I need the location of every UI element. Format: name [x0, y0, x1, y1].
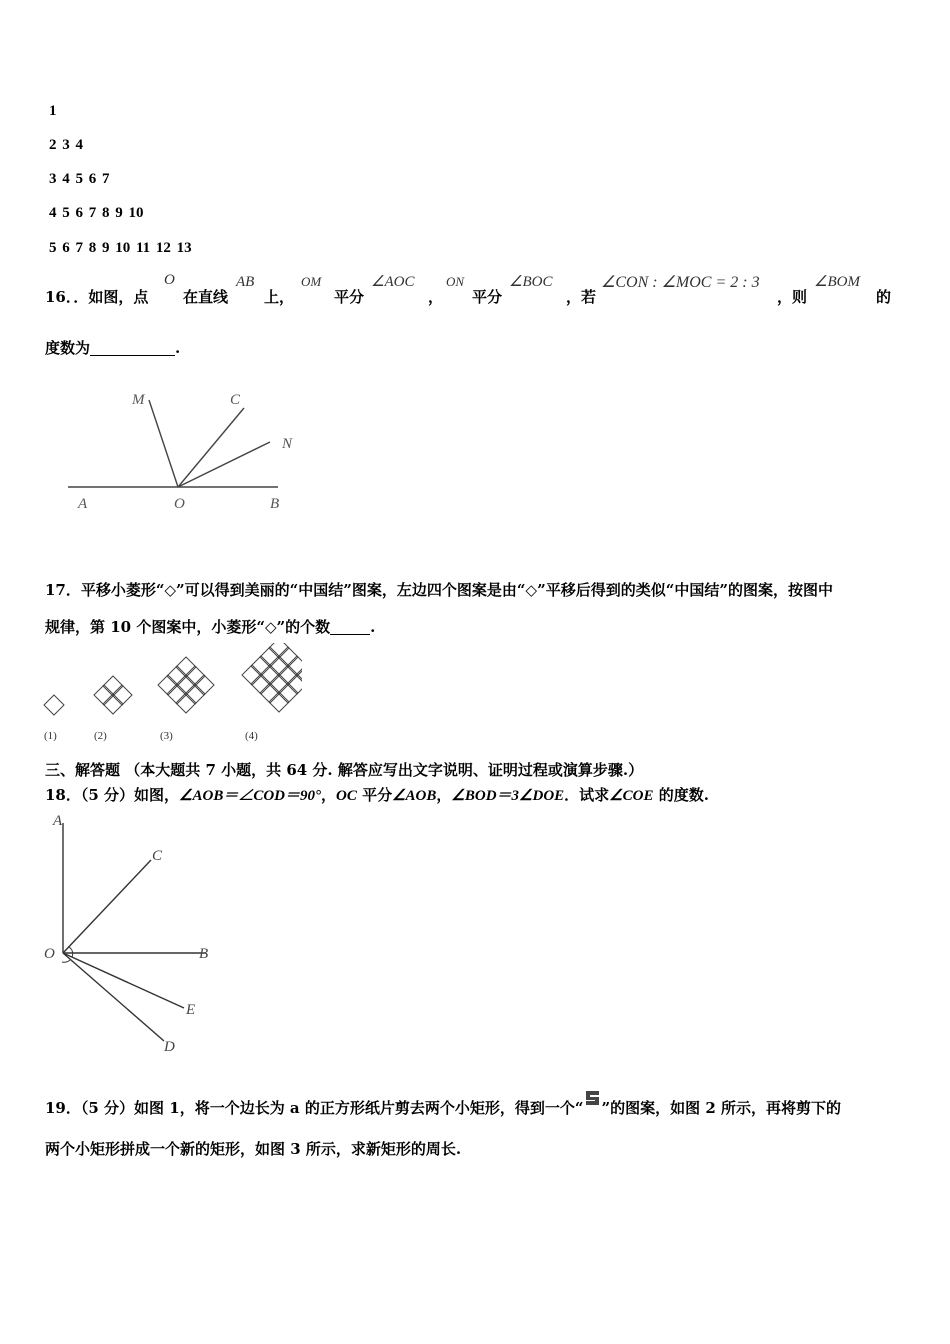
q16-comma: ，: [428, 288, 444, 306]
q16-figure: [60, 380, 310, 520]
number-row-2: 2 3 4: [49, 137, 83, 153]
question-18: [45, 784, 709, 805]
small-diamond: [176, 675, 196, 695]
small-diamond: [167, 666, 187, 686]
label-o: O: [174, 496, 185, 512]
q16-answer-blank: [90, 341, 175, 356]
q18-sep-2: ，: [436, 786, 452, 804]
pattern-4: [242, 643, 302, 712]
ray-oc: [178, 408, 244, 487]
pattern-1: [44, 695, 64, 715]
q17-figure: [42, 643, 302, 743]
small-diamond: [296, 665, 302, 685]
q19-text-b: ”的图案，如图 2 所示，再将剪下的: [601, 1099, 842, 1117]
q18-ray-oc: OC: [336, 788, 357, 804]
label-a: A: [78, 496, 88, 512]
small-diamond: [251, 656, 271, 676]
q19-line-1: [45, 1089, 841, 1118]
small-diamond: [269, 674, 289, 694]
pattern-3: [158, 657, 214, 713]
small-diamond: [112, 685, 132, 705]
small-diamond: [269, 692, 289, 712]
q17-rule-text: 规律，第 10 个图案中，小菱形“◇”的个数: [45, 618, 331, 636]
small-diamond: [44, 695, 64, 715]
small-diamond: [260, 647, 280, 667]
s-shape-icon: [584, 1089, 602, 1107]
small-diamond: [103, 694, 123, 714]
small-diamond: [242, 665, 262, 685]
q16-number: 16．．如图，点: [45, 288, 149, 306]
q16-text-if: ，若: [566, 288, 597, 306]
q17-period: .: [370, 618, 376, 636]
ray-od: [63, 953, 164, 1041]
q18-angle-bod: ∠BOD＝3∠DOE: [451, 788, 565, 804]
label-o: O: [44, 946, 55, 962]
q18-angle-coe: ∠COE: [609, 788, 654, 804]
label-m: M: [132, 392, 145, 408]
small-diamond: [185, 684, 205, 704]
ray-on: [178, 442, 270, 487]
q16-angle-bom: ∠BOM: [814, 274, 860, 290]
pattern-2: [94, 676, 132, 714]
q16-ray-om: OM: [301, 274, 322, 289]
label-a: A: [53, 813, 63, 829]
q18-prefix: 18．（5 分）如图，: [45, 786, 180, 804]
ray-om: [149, 400, 178, 487]
q18-figure: [38, 808, 228, 1058]
q16-line-ab: AB: [236, 274, 255, 290]
small-diamond: [167, 684, 187, 704]
small-diamond: [185, 666, 205, 686]
label-e: E: [186, 1002, 196, 1018]
ray-oc: [63, 860, 151, 953]
angle-arc-2: [62, 960, 70, 962]
pattern-label-4: (4): [245, 730, 258, 742]
number-row-4: 4 5 6 7 8 9 10: [49, 205, 144, 221]
q18-bisect: 平分: [356, 786, 393, 804]
q16-text-on: 上，: [264, 288, 295, 306]
small-diamond: [176, 693, 196, 713]
q16-text-bisect-1: 平分: [334, 288, 365, 306]
q16-text-bisect-2: 平分: [472, 288, 503, 306]
small-diamond: [278, 647, 298, 667]
label-c: C: [152, 848, 163, 864]
q18-suffix: 的度数.: [653, 786, 709, 804]
q16-text-then: ，则: [777, 288, 808, 306]
q17-line-1: 17．平移小菱形“◇”可以得到美丽的“中国结”图案，左边四个图案是由“◇”平移后得到的类似“中国结”的图案，按图中: [45, 581, 833, 599]
small-diamond: [176, 657, 196, 677]
number-row-1: 1: [49, 103, 57, 119]
q16-ratio: ∠CON : ∠MOC = 2 : 3: [601, 274, 760, 291]
pattern-label-2: (2): [94, 730, 107, 742]
q18-sep-1: ，: [321, 786, 337, 804]
pattern-label-1: (1): [44, 730, 57, 742]
q16-period: .: [175, 339, 181, 357]
q16-point-o: O: [164, 272, 175, 288]
pattern-label-3: (3): [160, 730, 173, 742]
q19-line-2: 两个小矩形拼成一个新的矩形，如图 3 所示，求新矩形的周长.: [45, 1140, 462, 1158]
label-b: B: [199, 946, 209, 962]
number-row-5: 5 6 7 8 9 10 11 12 13: [49, 240, 192, 256]
small-diamond: [260, 683, 280, 703]
q17-answer-blank: [330, 620, 370, 635]
label-b: B: [270, 496, 280, 512]
q16-text-de: 的: [876, 288, 892, 306]
small-diamond: [158, 675, 178, 695]
label-d: D: [164, 1039, 175, 1055]
q16-angle-aoc: ∠AOC: [371, 274, 415, 290]
q18-angle-aob: ∠AOB: [392, 788, 437, 804]
ray-oe: [63, 953, 184, 1008]
q19-text-a: 19．（5 分）如图 1，将一个边长为 a 的正方形纸片剪去两个小矩形，得到一个“: [45, 1099, 584, 1117]
small-diamond: [103, 676, 123, 696]
q16-text-line: 在直线: [183, 288, 229, 306]
section-3-heading: 三、解答题 （本大题共 7 小题，共 64 分. 解答应写出文字说明、证明过程或演算步骤.）: [45, 761, 644, 779]
number-row-3: 3 4 5 6 7: [49, 171, 110, 187]
small-diamond: [278, 683, 298, 703]
label-c: C: [230, 392, 241, 408]
q16-degree-text: 度数为: [45, 339, 91, 357]
q16-angle-boc: ∠BOC: [509, 274, 553, 290]
q18-angle-eq: ∠AOB＝∠COD＝90°: [179, 788, 322, 804]
q18-find: ．试求: [564, 786, 610, 804]
small-diamond: [194, 675, 214, 695]
q17-line-2: [45, 616, 375, 637]
q16-ray-on: ON: [446, 274, 465, 289]
label-n: N: [282, 436, 293, 452]
small-diamond: [251, 674, 271, 694]
small-diamond: [269, 656, 289, 676]
small-diamond: [278, 665, 298, 685]
small-diamond: [260, 665, 280, 685]
q16-line-2: [45, 337, 180, 358]
small-diamond: [94, 685, 114, 705]
